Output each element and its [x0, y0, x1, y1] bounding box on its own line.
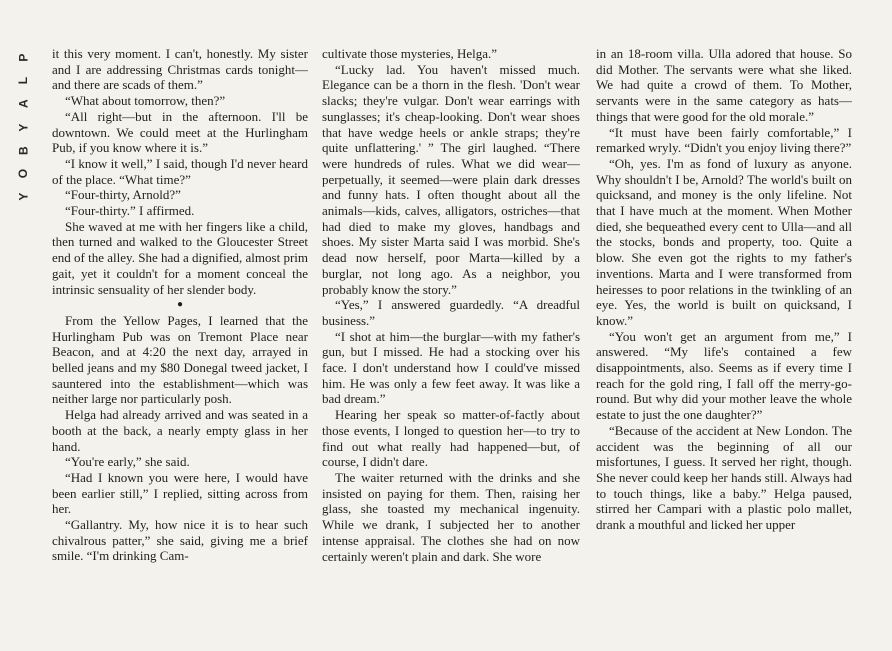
text-column-1 [52, 46, 308, 651]
paragraph: it this very moment. I can't, honestly. My sister and I are addressing Christmas cards tonight—and there are scads of them.” [52, 46, 308, 93]
section-break-bullet: ● [176, 299, 184, 311]
paragraph: “Lucky lad. You haven't missed much. Elegance can be a thorn in the flesh. 'Don't wear slacks; they're vulgar. Don't wear earrings with sunglasses; it's cheap-looking. Don't wear shoes that have wedge heels or ankle straps; they're quite unflattering.' ” The girl laughed. “There were hundreds of rules. What we did wear—perpetually, it seemed—were plain dark dresses and funny hats. I often thought about all the animals—kids, calves, alligators, ostriches—that had died to make my gloves, handbags and shoes. My sister Marta said I was morbid. She's dead now herself, poor Marta—killed by a burglar, not long ago. As a neighbor, you probably know the story.” [322, 61, 580, 297]
masthead-letter: L [16, 77, 31, 85]
paragraph: “It must have been fairly comfortable,” I remarked wryly. “Didn't you enjoy living there?” [596, 124, 852, 156]
paragraph: “Four-thirty.” I affirmed. [65, 203, 195, 219]
paragraph: “You're early,” she said. [65, 454, 190, 470]
paragraph: “I shot at him—the burglar—with my father's gun, but I missed. He had a stocking over his face. I don't understand how I could've missed him. He was only a few feet away. It was like a bad dream.” [322, 328, 580, 407]
paragraph: “Had I known you were here, I would have been earlier still,” I replied, sitting across from her. [52, 469, 308, 517]
paragraph: in an 18-room villa. Ulla adored that house. So did Mother. The servants were what she liked. We had quite a crowd of them. To Mother, servants were in the same category as hats—things that were good for the old morale.” [596, 46, 852, 124]
paragraph: Hearing her speak so matter-of-factly about those events, I longed to question her—to try to find out what really had happened—but, of course, I didn't dare. [322, 407, 580, 470]
text-column-2 [322, 46, 580, 651]
paragraph: “Because of the accident at New London. The accident was the beginning of all our misfortunes, I guess. It served her right, though. She never could keep her hands still. Always had to touch things, like a baby.” Helga paused, stirred her Campari with a plastic polo mallet, drank a mouthful and licked her upper [596, 422, 852, 533]
masthead-letter: Y [16, 123, 31, 132]
paragraph: Helga had already arrived and was seated in a booth at the back, a nearly empty glass in her hand. [52, 407, 308, 454]
paragraph: “Four-thirty, Arnold?” [65, 187, 181, 203]
paragraph: “Oh, yes. I'm as fond of luxury as anyone. Why shouldn't I be, Arnold? The world's built on quicksand, and money is the only lifeline. Not that I have much at the moment. When Mother died, she bequeathed every cent to Ulla—and all the stocks, bonds and property, too. Quite a blow. She even got the rights to my father's inventions. Marta and I were transformed from heiresses to poor relations in the twinkling of an eye. Yes, the world is built on quicksand, I know.” [596, 155, 852, 328]
paragraph: She waved at me with her fingers like a child, then turned and walked to the Gloucester Street end of the alley. She had a dignified, almost prim gait, yet it couldn't for a moment conceal the intrinsic sensuality of her slender body. [52, 218, 308, 297]
masthead-letter: P [16, 53, 31, 62]
paragraph: “Yes,” I answered guardedly. “A dreadful business.” [322, 297, 580, 328]
text-column-3 [596, 46, 852, 651]
masthead-letter: O [16, 168, 31, 179]
paragraph: cultivate those mysteries, Helga.” [322, 46, 498, 61]
paragraph: From the Yellow Pages, I learned that the Hurlingham Pub was on Tremont Place near Beacon, and at 4:20 the next day, arrayed in belled jeans and my $80 Donegal tweed jacket, I sauntered into the establishment—which was neither large nor particularly posh. [52, 312, 308, 407]
magazine-masthead [14, 46, 34, 208]
masthead-letter: B [16, 146, 31, 155]
masthead-letter: Y [16, 192, 31, 201]
masthead-letter: A [16, 99, 31, 109]
paragraph: “I know it well,” I said, though I'd never heard of the place. “What time?” [52, 155, 308, 187]
paragraph: “All right—but in the afternoon. I'll be downtown. We could meet at the Hurlingham Pub, if you know where it is.” [52, 108, 308, 156]
paragraph: “You won't get an argument from me,” I answered. “My life's contained a few disappointments, also. Seems as if every time I reach for the gold ring, I fall off the merry-go-round. But why did your mother leave the whole estate to just the one daughter?” [596, 328, 852, 423]
paragraph: The waiter returned with the drinks and she insisted on paying for them. Then, raising her glass, she toasted my mechanical ingenuity. While we drank, I subjected her to another intense appraisal. The clothes she had on now certainly weren't plain and dark. She wore [322, 469, 580, 564]
paragraph: “What about tomorrow, then?” [65, 93, 226, 109]
paragraph: “Gallantry. My, how nice it is to hear such chivalrous patter,” she said, giving me a brief smile. “I'm drinking Cam- [52, 517, 308, 564]
